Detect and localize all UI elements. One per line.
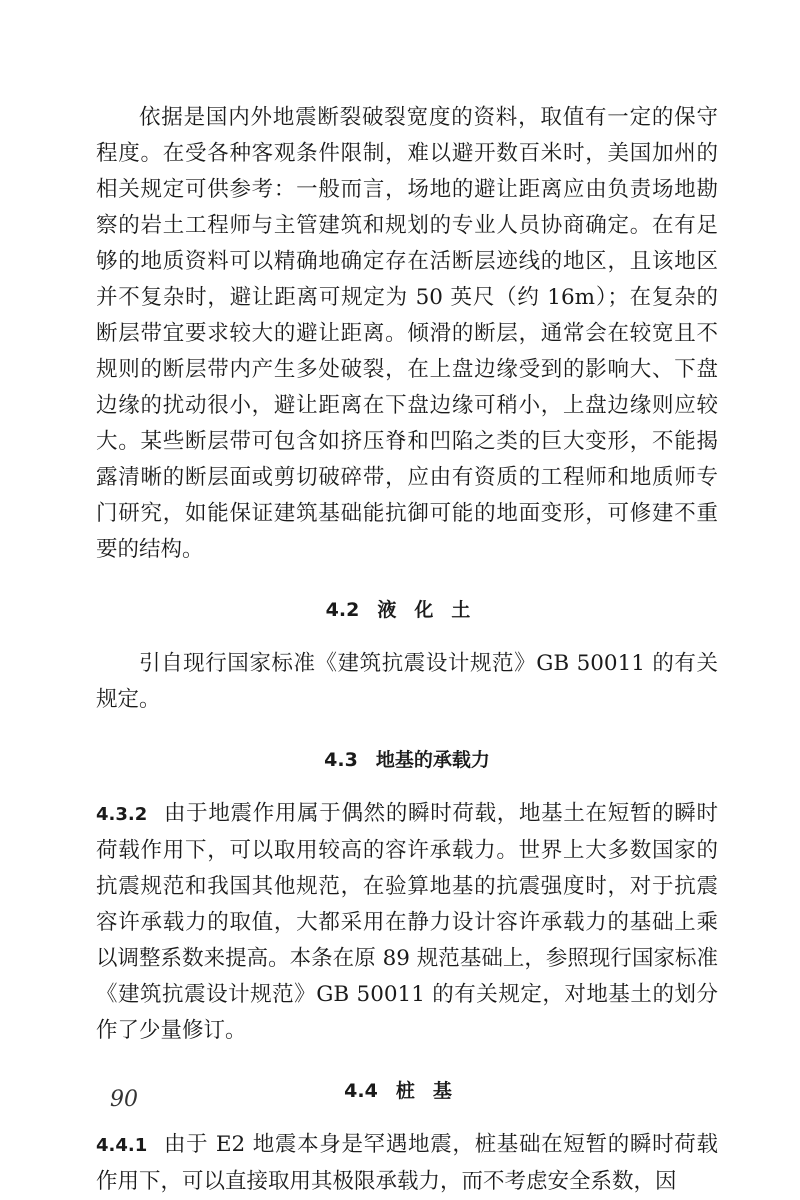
clause-number: 4.3.2 — [96, 804, 148, 825]
section-4-2-body: 引自现行国家标准《建筑抗震设计规范》GB 50011 的有关规定。 — [96, 651, 718, 712]
section-title: 桩基 — [395, 1080, 470, 1102]
intro-paragraph: 依据是国内外地震断裂破裂宽度的资料，取值有一定的保守程度。在受各种客观条件限制，难以避开数百米时，美国加州的相关规定可供参考：一般而言，场地的避让距离应由负责场地勘察的岩土工程师与主管建筑和规划的专业人员协商确定。在有足够的地质资料可以精确地确定存在活断层迹线的地区，且该地区并不复杂时，避让距离可规定为 50 英尺（约 16m）；在复杂的断层带宜要求较大的避让距离。倾滑的断层，通常会在较宽且不规则的断层带内产生多处破裂，在上盘边缘受到的影响大、下盘边缘的扰动很小，避让距离在下盘边缘可稍小，上盘边缘则应较大。某些断层带可包含如挤压脊和凹陷之类的巨大变形，不能揭露清晰的断层面或剪切破碎带，应由有资质的工程师和地质师专门研究，如能保证建筑基础能抗御可能的地面变形，可修建不重要的结构。 — [96, 105, 718, 562]
clause-number: 4.4.1 — [96, 1135, 148, 1156]
section-number: 4.2 — [325, 599, 360, 621]
clause-text: 由于地震作用属于偶然的瞬时荷载，地基土在短暂的瞬时荷载作用下，可以取用较高的容许承载力。世界上大多数国家的抗震规范和我国其他规范，在验算地基的抗震强度时，对于抗震容许承载力的取值，大都采用在静力设计容许承载力的基础上乘以调整系数来提高。本条在原 89 规范基础上，参照现行国家标准《建筑抗震设计规范》GB 50011 的有关规定，对地基土的划分作了少量修订。 — [96, 801, 718, 1043]
document-page — [96, 100, 718, 1200]
section-heading-4-3 — [96, 742, 718, 778]
section-title: 液化土 — [377, 599, 489, 621]
page-number: 90 — [110, 1087, 138, 1112]
section-number: 4.4 — [344, 1080, 378, 1102]
section-title: 地基的承载力 — [375, 749, 490, 771]
clause-text: 由于 E2 地震本身是罕遇地震，桩基础在短暂的瞬时荷载作用下，可以直接取用其极限承载力，而不考虑安全系数，因 — [96, 1132, 718, 1194]
section-number: 4.3 — [324, 749, 358, 771]
clause-4-4-1 — [96, 1127, 718, 1200]
section-heading-4-4 — [96, 1073, 718, 1109]
clause-4-3-2 — [96, 796, 718, 1049]
section-heading-4-2 — [96, 592, 718, 628]
